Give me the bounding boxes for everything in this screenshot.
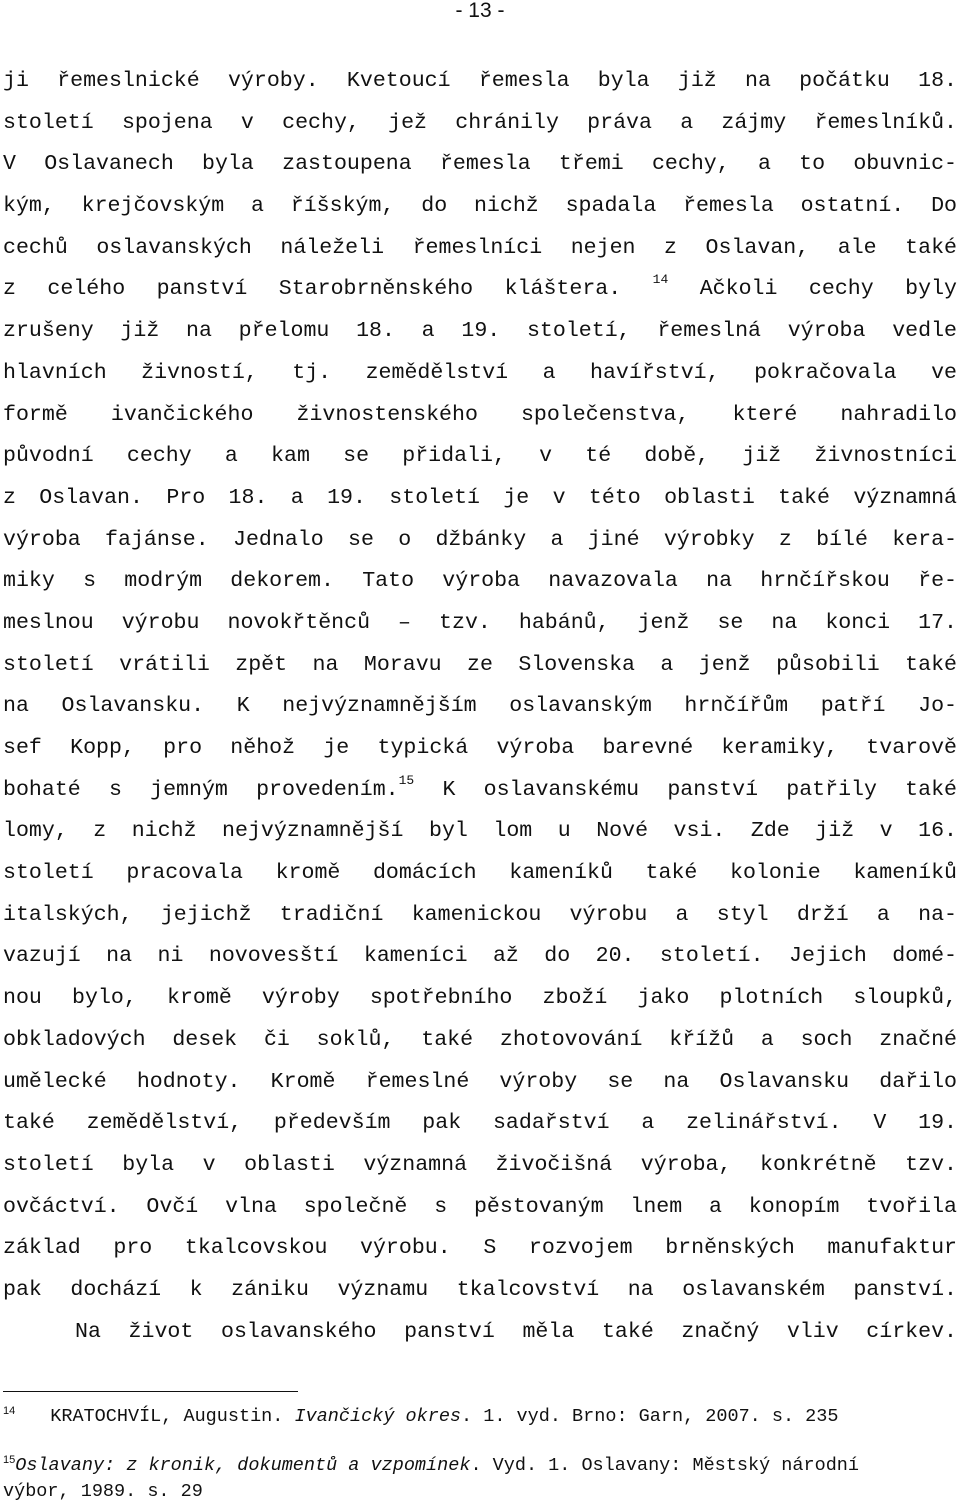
footnote-ref-14[interactable]: 14 (652, 272, 669, 288)
text-line: obkladových desek či soklů, také zhotovování křížů a soch značné (3, 1027, 957, 1052)
footnote-title: Oslavany: z kronik, dokumentů a vzpomínek (15, 1455, 471, 1476)
text-line: italských, jejichž tradiční kamenickou výrobu a styl drží a na- (3, 902, 957, 927)
text-line: také zemědělství, především pak sadařství a zelinářství. V 19. (3, 1111, 957, 1136)
text-line: nou bylo, kromě výroby spotřebního zboží jako plotních sloupků, (3, 986, 957, 1011)
page-number: - 13 - (455, 0, 505, 22)
footnote-citation: . 1. vyd. Brno: Garn, 2007. s. 235 (461, 1406, 839, 1427)
footnote-citation-cont: výbor, 1989. s. 29 (3, 1481, 203, 1502)
text-line: základ pro tkalcovskou výrobu. S rozvojem brněnských manufaktur (3, 1236, 957, 1261)
text-line: na Oslavansku. K nejvýznamnějším oslavanským hrnčířům patří Jo- (3, 694, 957, 719)
text-line: století spojena v cechy, jež chránily práva a zájmy řemeslníků. (3, 110, 957, 135)
text-line: miky s modrým dekorem. Tato výroba navazovala na hrnčířskou ře- (3, 569, 957, 594)
footnote-author: KRATOCHVÍL, Augustin. (50, 1406, 284, 1427)
text-line: zrušeny již na přelomu 18. a 19. století, řemeslná výroba vedle (3, 319, 957, 344)
footnote-number: 15 (3, 1453, 16, 1466)
text-line: V Oslavanech byla zastoupena řemesla třemi cechy, a to obuvnic- (3, 152, 957, 177)
text-line: vazují na ni novovesští kameníci až do 20. století. Jejich domé- (3, 944, 957, 969)
text-line: výroba fajánse. Jednalo se o džbánky a jiné výrobky z bílé kera- (3, 527, 957, 552)
text-line: století byla v oblasti významná živočišná výroba, konkrétně tzv. (3, 1152, 957, 1177)
footnote-ref-15[interactable]: 15 (398, 772, 415, 788)
text-line: meslnou výrobu novokřtěnců – tzv. habánů, jenž se na konci 17. (3, 610, 957, 635)
text-segment: z celého panství Starobrněnského kláštera. (3, 277, 622, 302)
text-line: z Oslavan. Pro 18. a 19. století je v této oblasti také významná (3, 485, 957, 510)
text-line: formě ivančického živnostenského společenstva, které nahradilo (3, 402, 957, 427)
text-line-with-ref (3, 772, 957, 817)
text-line-indented: Na život oslavanského panství měla také značný vliv církev. (75, 1319, 957, 1344)
text-line: umělecké hodnoty. Kromě řemeslné výroby se na Oslavansku dařilo (3, 1069, 957, 1094)
text-segment: bohaté s jemným provedením. (3, 777, 399, 802)
text-line: století pracovala kromě domácích kameníků také kolonie kameníků (3, 861, 957, 886)
footnote-text (15, 1406, 838, 1427)
text-line: lomy, z nichž nejvýznamnější byl lom u Nové vsi. Zde již v 16. (3, 819, 957, 844)
footnote-separator (3, 1391, 298, 1392)
footnote-citation: . Vyd. 1. Oslavany: Městský národní (470, 1455, 860, 1476)
footnote-title: Ivančický okres (294, 1406, 462, 1427)
text-line: kým, krejčovským a říšským, do nichž spadala řemesla ostatní. Do (3, 194, 957, 219)
text-line: hlavních živností, tj. zemědělství a havířství, pokračovala ve (3, 360, 957, 385)
text-segment: K oslavanskému panství patřily také (442, 777, 957, 802)
text-line: století vrátili zpět na Moravu ze Slovenska a jenž působili také (3, 652, 957, 677)
text-segment: Ačkoli cechy byly (699, 277, 957, 302)
footnote-15 (3, 1453, 957, 1505)
footnote-14 (3, 1404, 957, 1430)
footnote-number: 14 (3, 1404, 16, 1417)
body-paragraph (3, 66, 957, 1358)
text-line: ovčáctví. Ovčí vlna společně s pěstovaným lnem a konopím tvořila (3, 1194, 957, 1219)
text-line: ji řemeslnické výroby. Kvetoucí řemesla byla již na počátku 18. (3, 69, 957, 93)
text-line: pak dochází k zániku významu tkalcovství na oslavanském panství. (3, 1277, 957, 1302)
text-line: sef Kopp, pro něhož je typická výroba barevné keramiky, tvarově (3, 736, 957, 760)
text-line: cechů oslavanských náleželi řemeslníci nejen z Oslavan, ale také (3, 235, 957, 260)
text-line: původní cechy a kam se přidali, v té době, již živnostníci (3, 444, 957, 469)
text-line-with-ref (3, 274, 957, 316)
